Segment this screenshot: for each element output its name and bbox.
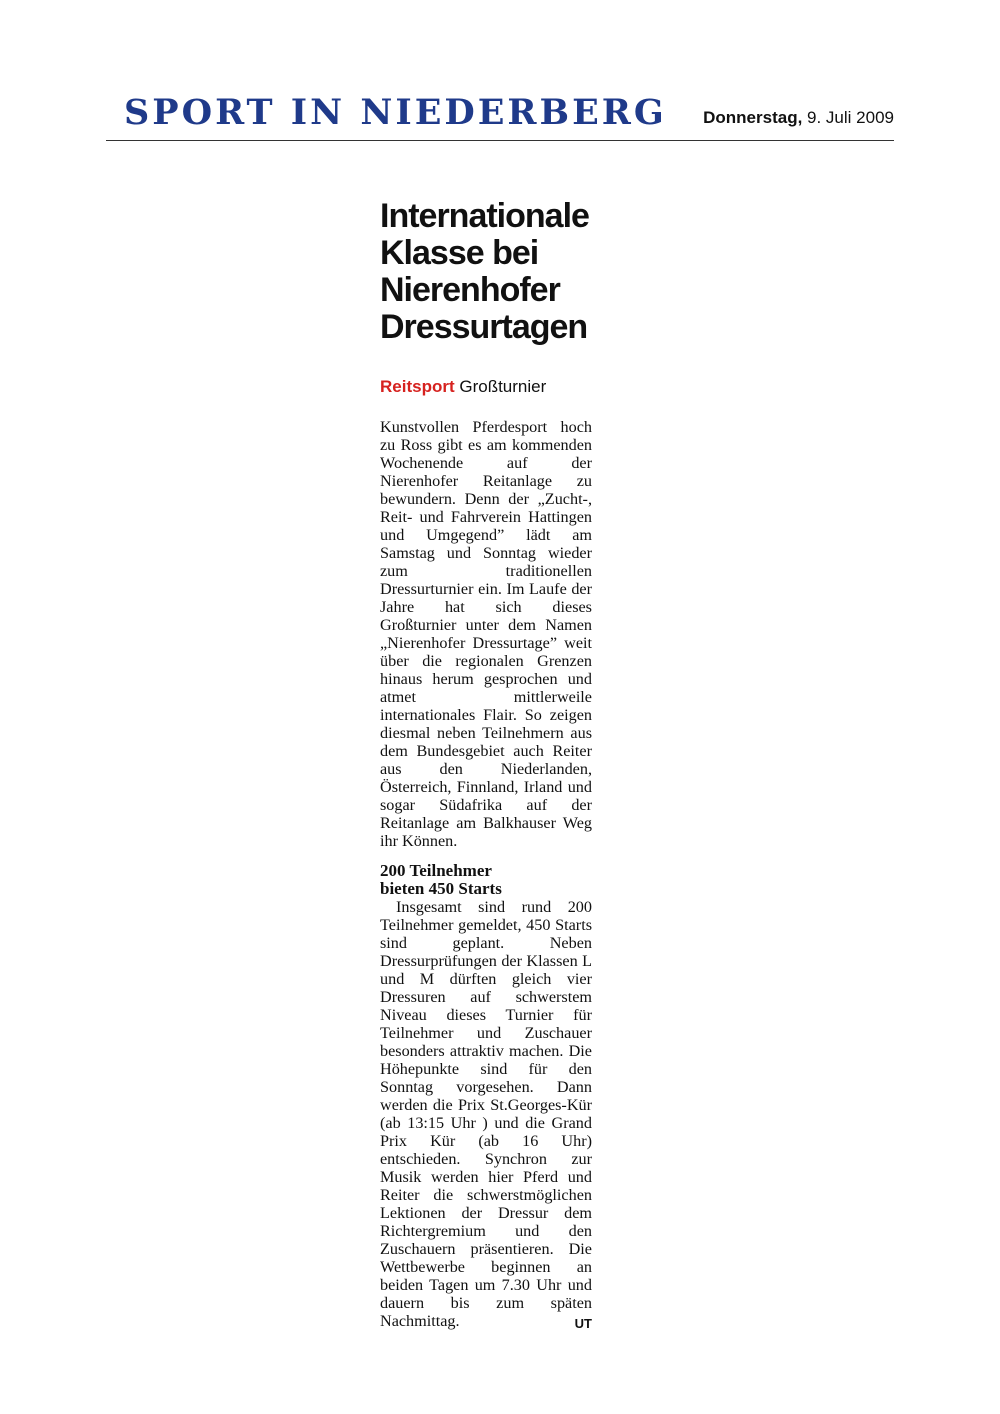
paragraph xyxy=(380,898,592,1330)
headline-line: Klasse bei xyxy=(380,234,539,272)
kicker xyxy=(380,377,592,397)
author-initials: UT xyxy=(574,1316,592,1331)
subheading xyxy=(380,862,592,898)
section-masthead: SPORT IN NIEDERBERG xyxy=(124,92,667,133)
ressort-label: Reitsport xyxy=(380,377,455,396)
topic-label: Großturnier xyxy=(459,377,547,396)
headline-line: Internationale xyxy=(380,197,589,235)
paragraph: Kunstvollen Pferdesport hoch zu Ross gibt es am kommenden Wochenende auf der Nierenhofer Reitanlage zu bewundern. Denn der „Zucht-, Reit- und Fahrverein Hattingen und Umgegend” lädt am Samstag und Sonntag wieder zum traditionellen Dressurturnier ein. Im Laufe der Jahre hat sich dieses Großturnier unter dem Namen „Nierenhofer Dressurtage” weit über die regionalen Grenzen hinaus herum gesprochen und atmet mittlerweile internationales Flair. So zeigen diesmal neben Teilnehmern aus dem Bundesgebiet auch Reiter aus den Niederlanden, Österreich, Finnland, Irland und sogar Südafrika auf der Reitanlage am Balkhauser Weg ihr Können. xyxy=(380,418,592,850)
headline xyxy=(380,198,592,346)
headline-line: Nierenhofer xyxy=(380,271,560,309)
headline-line: Dressurtagen xyxy=(380,308,588,346)
issue-date xyxy=(703,108,894,128)
article-body xyxy=(380,418,592,1330)
subheading-line: 200 Teilnehmer xyxy=(380,861,492,880)
paragraph-text: Insgesamt sind rund 200 Teilnehmer gemeldet, 450 Starts sind geplant. Neben Dressurprüfungen der Klassen L und M dürften gleich vier Dressuren auf schwerstem Niveau dieses Turnier für Teilnehmer und Zuschauer besonders attraktiv machen. Die Höhepunkte sind für den Sonntag vorgesehen. Dann werden die Prix St.Georges-Kür (ab 13:15 Uhr ) und die Grand Prix Kür (ab 16 Uhr) entschieden. Synchron zur Musik werden hier Pferd und Reiter die schwerstmöglichen Lektionen der Dressur dem Richtergremium und den Zuschauern präsentieren. Die Wettbewerbe beginnen an beiden Tagen um 7.30 Uhr und dauern bis zum späten Nachmittag. xyxy=(380,898,592,1330)
header-rule xyxy=(106,140,894,141)
article xyxy=(380,198,592,1333)
issue-weekday: Donnerstag, xyxy=(703,108,803,127)
subheading-line: bieten 450 Starts xyxy=(380,879,502,898)
issue-date-rest: 9. Juli 2009 xyxy=(802,108,894,127)
